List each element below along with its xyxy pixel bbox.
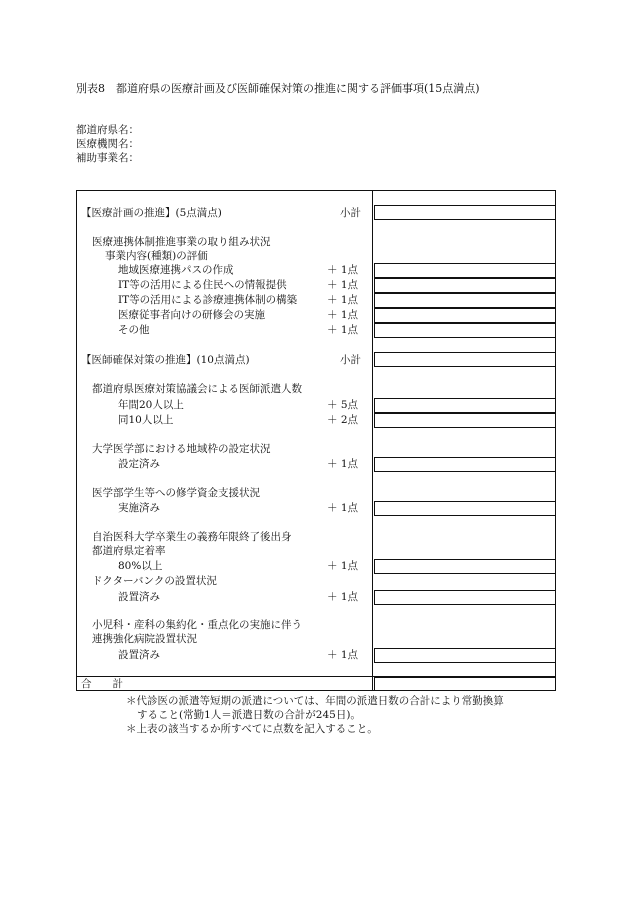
item-points: ＋ 2点 xyxy=(327,414,359,426)
note-dispatch: ＊代診医の派遣等短期の派遣については、年間の派遣日数の合計により常勤換算 xyxy=(126,695,504,707)
score-box[interactable] xyxy=(374,263,556,278)
item-points: ＋ 1点 xyxy=(327,649,359,661)
item-points: ＋ 1点 xyxy=(327,502,359,514)
item-label: IT等の活用による診療連携体制の構築 xyxy=(118,294,298,306)
item-points: ＋ 1点 xyxy=(327,279,359,291)
item-label: 80%以上 xyxy=(118,560,163,572)
item-label: 地域医療連携パスの作成 xyxy=(118,264,234,276)
item-points: ＋ 1点 xyxy=(327,560,359,572)
group-title: 自治医科大学卒業生の義務年限終了後出身 xyxy=(92,531,292,543)
total-box[interactable] xyxy=(374,677,556,691)
score-box[interactable] xyxy=(374,278,556,293)
subtotal-label: 小計 xyxy=(340,354,361,366)
group-title: 小児科・産科の集約化・重点化の実施に伴う xyxy=(92,619,302,631)
item-points: ＋ 1点 xyxy=(327,458,359,470)
group-title: ドクターバンクの設置状況 xyxy=(92,575,217,587)
group-title: 医学部学生等への修学資金支援状況 xyxy=(92,487,260,499)
score-box[interactable] xyxy=(374,648,556,663)
group-title: 都道府県医療対策協議会による医師派遣人数 xyxy=(92,383,302,395)
total-label: 合 計 xyxy=(81,678,123,690)
group-subtitle: 都道府県定着率 xyxy=(92,545,166,557)
score-box[interactable] xyxy=(374,413,556,428)
score-box[interactable] xyxy=(374,501,556,516)
item-label: その他 xyxy=(118,324,150,336)
note-fill-in: ＊上表の該当するか所すべてに点数を記入すること。 xyxy=(126,723,378,735)
table-column-divider xyxy=(372,190,373,691)
score-box[interactable] xyxy=(374,308,556,323)
project-label: 補助事業名： xyxy=(76,152,139,164)
item-points: ＋ 1点 xyxy=(327,309,359,321)
group-title: 大学医学部における地域枠の設定状況 xyxy=(92,443,271,455)
item-label: 実施済み xyxy=(118,502,160,514)
group-subtitle: 連携強化病院設置状況 xyxy=(92,633,197,645)
subtotal-box-doctor-security[interactable] xyxy=(374,352,556,367)
score-box[interactable] xyxy=(374,398,556,413)
item-label: 設定済み xyxy=(118,458,160,470)
item-label: 医療従事者向けの研修会の実施 xyxy=(118,309,265,321)
section-heading-medical-plan: 【医療計画の推進】(5点満点) xyxy=(81,207,222,219)
item-points: ＋ 5点 xyxy=(327,399,359,411)
score-box[interactable] xyxy=(374,590,556,605)
item-points: ＋ 1点 xyxy=(327,264,359,276)
item-points: ＋ 1点 xyxy=(327,294,359,306)
subtotal-label: 小計 xyxy=(340,207,361,219)
page-title: 別表8 都道府県の医療計画及び医師確保対策の推進に関する評価事項(15点満点) xyxy=(76,82,480,95)
item-label: 同10人以上 xyxy=(118,414,174,426)
item-label: 設置済み xyxy=(118,649,160,661)
item-points: ＋ 1点 xyxy=(327,591,359,603)
score-box[interactable] xyxy=(374,559,556,574)
group-title: 医療連携体制推進事業の取り組み状況 xyxy=(92,236,271,248)
subtotal-box-medical-plan[interactable] xyxy=(374,205,556,220)
group-subtitle: 事業内容(種類)の評価 xyxy=(105,250,208,262)
score-box[interactable] xyxy=(374,457,556,472)
score-box[interactable] xyxy=(374,293,556,308)
note-dispatch-cont: すること(常勤1人＝派遣日数の合計が245日)。 xyxy=(137,709,361,721)
item-label: 年間20人以上 xyxy=(118,399,184,411)
item-points: ＋ 1点 xyxy=(327,324,359,336)
item-label: IT等の活用による住民への情報提供 xyxy=(118,279,287,291)
prefecture-label: 都道府県名： xyxy=(76,124,139,136)
section-heading-doctor-security: 【医師確保対策の推進】(10点満点) xyxy=(81,354,250,366)
score-box[interactable] xyxy=(374,323,556,338)
institution-label: 医療機関名： xyxy=(76,138,139,150)
item-label: 設置済み xyxy=(118,591,160,603)
